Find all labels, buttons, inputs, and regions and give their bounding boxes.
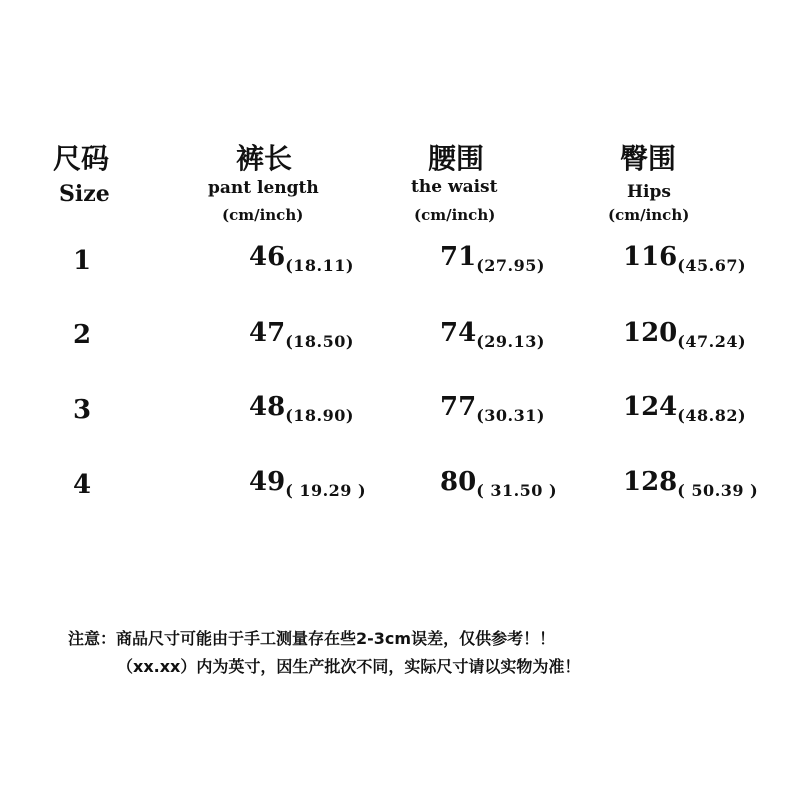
cm-value: 124 (623, 392, 678, 422)
inch-value: (47.24) (677, 332, 747, 351)
cm-value: 116 (623, 242, 678, 272)
inch-value: (18.11) (285, 256, 354, 275)
inch-value: (29.13) (476, 332, 545, 351)
header-size-zh: 尺码 (53, 142, 110, 175)
table-row-size: 1 (73, 246, 92, 276)
table-cell-waist (440, 320, 545, 350)
note-line-1: 注意：商品尺寸可能由于手工测量存在些2-3cm误差，仅供参考！！ (68, 629, 556, 648)
header-hips-zh: 臀围 (620, 142, 677, 175)
table-cell-pant-length (249, 320, 354, 350)
table-row-size: 3 (73, 395, 92, 425)
table-cell-waist (440, 394, 545, 424)
inch-value: ( 19.29 ) (285, 481, 367, 500)
header-pant-length-unit: (cm/inch) (222, 206, 304, 224)
cm-value: 77 (440, 392, 477, 422)
inch-value: ( 50.39 ) (677, 481, 759, 500)
cm-value: 71 (440, 242, 477, 272)
cm-value: 49 (249, 467, 286, 497)
inch-value: (18.50) (285, 332, 354, 351)
inch-value: (45.67) (677, 256, 747, 275)
cm-value: 47 (249, 318, 286, 348)
inch-value: ( 31.50 ) (476, 481, 558, 500)
table-cell-hips (623, 320, 746, 350)
table-cell-hips (623, 469, 758, 499)
cm-value: 48 (249, 392, 286, 422)
header-size-en: Size (59, 181, 110, 207)
table-cell-waist (440, 244, 545, 274)
cm-value: 120 (623, 318, 678, 348)
header-pant-length-zh: 裤长 (236, 142, 293, 175)
header-waist-en: the waist (411, 177, 498, 197)
cm-value: 80 (440, 467, 477, 497)
inch-value: (30.31) (476, 406, 545, 425)
cm-value: 46 (249, 242, 286, 272)
inch-value: (48.82) (677, 406, 747, 425)
table-cell-waist (440, 469, 557, 499)
table-cell-pant-length (249, 244, 354, 274)
header-hips-unit: (cm/inch) (608, 206, 690, 224)
header-waist-zh: 腰围 (428, 142, 485, 175)
header-waist-unit: (cm/inch) (414, 206, 496, 224)
header-pant-length-en: pant length (208, 178, 319, 198)
table-cell-pant-length (249, 469, 366, 499)
table-row-size: 2 (73, 320, 92, 350)
cm-value: 74 (440, 318, 477, 348)
inch-value: (18.90) (285, 406, 354, 425)
header-hips-en: Hips (627, 182, 671, 202)
table-cell-pant-length (249, 394, 354, 424)
cm-value: 128 (623, 467, 678, 497)
table-cell-hips (623, 244, 746, 274)
table-cell-hips (623, 394, 746, 424)
note-line-2: （xx.xx）内为英寸，因生产批次不同，实际尺寸请以实物为准！ (117, 657, 581, 676)
table-row-size: 4 (73, 470, 92, 500)
inch-value: (27.95) (476, 256, 545, 275)
